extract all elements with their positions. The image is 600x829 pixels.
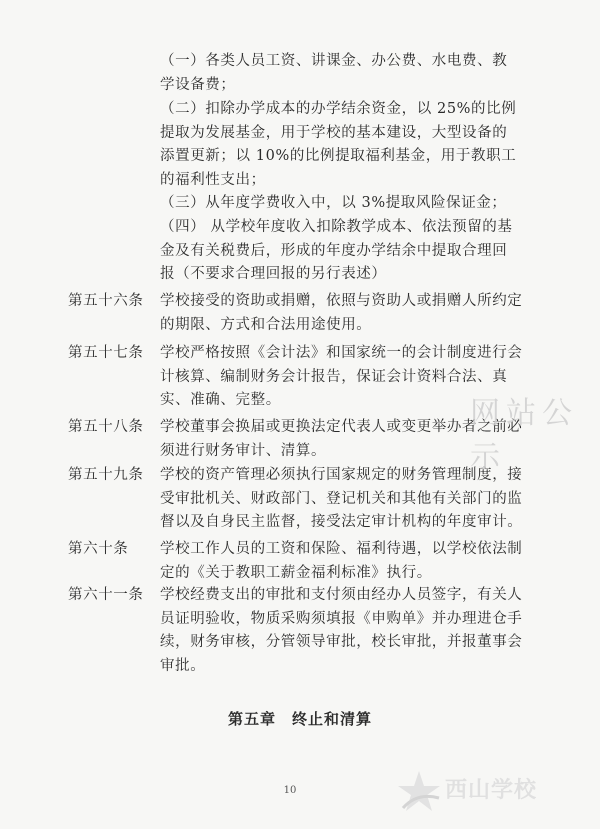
article-text: 学校工作人员的工资和保险、福利待遇，以学校依法制定的《关于教职工薪金福利标准》执行。: [160, 541, 523, 581]
clause-1: （一）各类人员工资、讲课金、办公费、水电费、教学设备费；: [160, 53, 508, 93]
article-text: 学校严格按照《会计法》和国家统一的会计制度进行会计核算、编制财务会计报告，保证会计资料合法、真实、准确、完整。: [160, 345, 523, 408]
watermark: 网站公示: [470, 396, 578, 475]
article-text: 学校经费支出的审批和支付须由经办人员签字，有关人员证明验收，物质采购须填报《申购单》并办理进仓手续，财务审核，分管领导审批，校长审批，并报董事会审批。: [160, 587, 523, 674]
article-number: 第六十条: [68, 541, 129, 557]
article-text: 学校的资产管理必须执行国家规定的财务管理制度，接受审批机关、财政部门、登记机关和其他有关部门的监督以及自身民主监督，接受法定审计机构的年度审计。: [160, 467, 523, 530]
clause-4: （四） 从学校年度收入扣除教学成本、依法预留的基金及有关税费后，形成的年度办学结余中提取合理回报（不要求合理回报的另行表述）: [160, 219, 513, 282]
clause-3: （三）从年度学费收入中，以 3%提取风险保证金；: [160, 195, 507, 211]
page-number: 10: [283, 785, 297, 796]
school-logo: [395, 768, 580, 818]
star-logo-icon: [395, 768, 443, 816]
chapter-title: 第五章 终止和清算: [227, 710, 372, 728]
article-number: 第六十一条: [68, 587, 144, 603]
article-text: 学校董事会换届或更换法定代表人或变更举办者之前必须进行财务审计、清算。: [160, 419, 523, 459]
article-text: 学校接受的资助或捐赠，依照与资助人或捐赠人所约定的期限、方式和合法用途使用。: [160, 293, 523, 333]
article-number: 第五十九条: [68, 467, 144, 483]
article-number: 第五十七条: [68, 345, 144, 361]
logo-text: 西山学校: [445, 778, 538, 803]
article-number: 第五十六条: [68, 293, 144, 309]
clause-2: （二）扣除办学成本的办学结余资金，以 25%的比例提取为发展基金，用于学校的基本建设，大型设备的添置更新；以 10%的比例提取福利基金，用于教职工的福利性支出；: [160, 101, 517, 188]
article-number: 第五十八条: [68, 419, 144, 435]
